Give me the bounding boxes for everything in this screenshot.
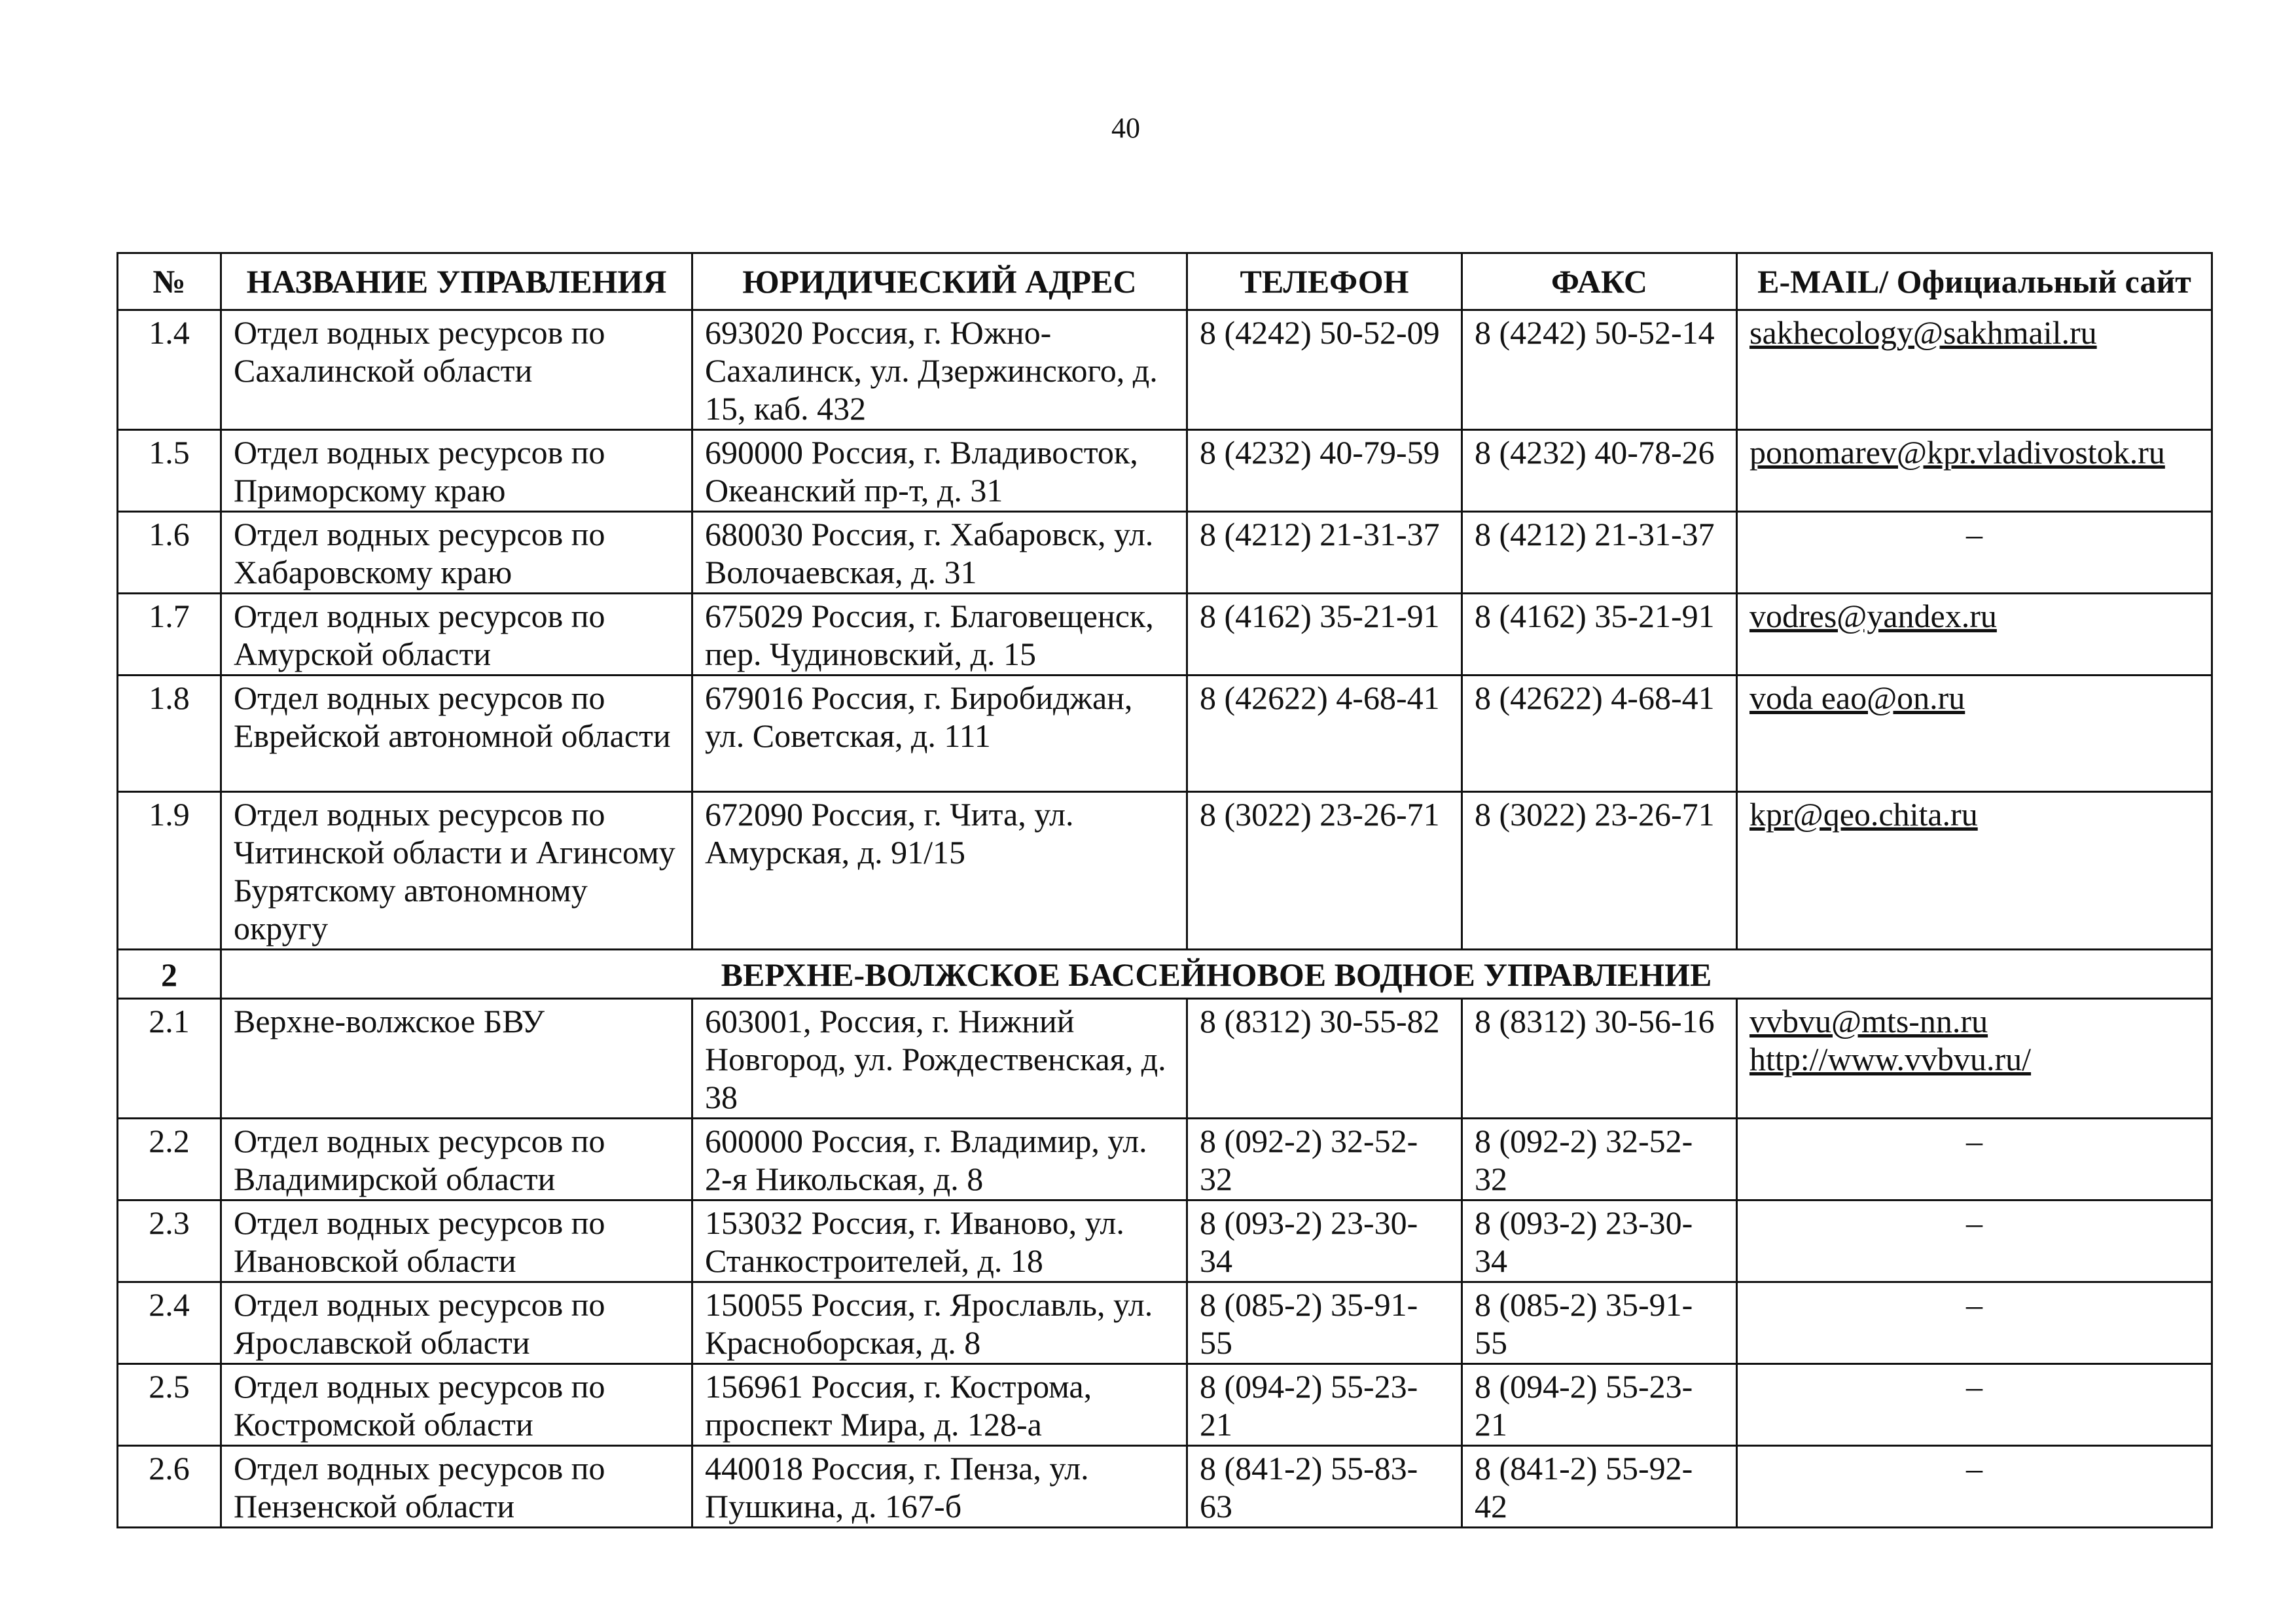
cell-fax: 8 (4232) 40-78-26 — [1462, 430, 1737, 512]
cell-email — [1737, 594, 2212, 676]
cell-email: – — [1737, 512, 2212, 594]
cell-address: 603001, Россия, г. Нижний Новгород, ул. Рождественская, д. 38 — [692, 999, 1187, 1119]
email-link[interactable]: vvbvu@mts-nn.ru — [1749, 1003, 1988, 1039]
website-link[interactable]: http://www.vvbvu.ru/ — [1749, 1041, 2032, 1077]
cell-phone: 8 (4212) 21-31-37 — [1187, 512, 1462, 594]
cell-email: – — [1737, 1119, 2212, 1200]
cell-num: 2.3 — [118, 1200, 221, 1282]
cell-email: – — [1737, 1446, 2212, 1528]
cell-fax: 8 (4162) 35-21-91 — [1462, 594, 1737, 676]
email-link[interactable]: voda eao@on.ru — [1749, 679, 1965, 716]
table-body-section-2 — [118, 999, 2212, 1528]
cell-name: Отдел водных ресурсов по Сахалинской области — [221, 310, 692, 430]
cell-num: 1.4 — [118, 310, 221, 430]
header-email: E-MAIL/ Официальный сайт — [1737, 253, 2212, 310]
email-link[interactable]: sakhecology@sakhmail.ru — [1749, 314, 2097, 351]
page-number: 40 — [1111, 112, 1140, 144]
table-body-section-header — [118, 950, 2212, 999]
cell-num: 1.5 — [118, 430, 221, 512]
cell-name: Отдел водных ресурсов по Приморскому краю — [221, 430, 692, 512]
header-name: НАЗВАНИЕ УПРАВЛЕНИЯ — [221, 253, 692, 310]
table-row — [118, 310, 2212, 430]
cell-address: 153032 Россия, г. Иваново, ул. Станкостроителей, д. 18 — [692, 1200, 1187, 1282]
header-num: № — [118, 253, 221, 310]
cell-email — [1737, 430, 2212, 512]
table-body-section-1 — [118, 310, 2212, 950]
cell-name: Отдел водных ресурсов по Ивановской области — [221, 1200, 692, 1282]
cell-num: 2.1 — [118, 999, 221, 1119]
cell-fax: 8 (8312) 30-56-16 — [1462, 999, 1737, 1119]
table-row — [118, 512, 2212, 594]
table-header-row — [118, 253, 2212, 310]
cell-email — [1737, 792, 2212, 950]
cell-address: 156961 Россия, г. Кострома, проспект Мира, д. 128-а — [692, 1364, 1187, 1446]
cell-email — [1737, 676, 2212, 792]
cell-name: Отдел водных ресурсов по Костромской области — [221, 1364, 692, 1446]
cell-address: 680030 Россия, г. Хабаровск, ул. Волочаевская, д. 31 — [692, 512, 1187, 594]
cell-address: 440018 Россия, г. Пенза, ул. Пушкина, д. 167-б — [692, 1446, 1187, 1528]
cell-phone: 8 (094-2) 55-23-21 — [1187, 1364, 1462, 1446]
cell-phone: 8 (8312) 30-55-82 — [1187, 999, 1462, 1119]
header-address: ЮРИДИЧЕСКИЙ АДРЕС — [692, 253, 1187, 310]
cell-name: Отдел водных ресурсов по Ярославской области — [221, 1282, 692, 1364]
cell-fax: 8 (841-2) 55-92-42 — [1462, 1446, 1737, 1528]
table-row — [118, 792, 2212, 950]
cell-phone: 8 (4242) 50-52-09 — [1187, 310, 1462, 430]
table-row — [118, 1119, 2212, 1200]
cell-fax: 8 (093-2) 23-30-34 — [1462, 1200, 1737, 1282]
cell-address: 600000 Россия, г. Владимир, ул. 2-я Никольская, д. 8 — [692, 1119, 1187, 1200]
table-row — [118, 1282, 2212, 1364]
cell-phone: 8 (3022) 23-26-71 — [1187, 792, 1462, 950]
table-row — [118, 1200, 2212, 1282]
cell-fax: 8 (085-2) 35-91-55 — [1462, 1282, 1737, 1364]
table-row — [118, 1446, 2212, 1528]
cell-fax: 8 (4242) 50-52-14 — [1462, 310, 1737, 430]
section-row — [118, 950, 2212, 999]
cell-fax: 8 (092-2) 32-52-32 — [1462, 1119, 1737, 1200]
cell-phone: 8 (092-2) 32-52-32 — [1187, 1119, 1462, 1200]
cell-phone: 8 (4162) 35-21-91 — [1187, 594, 1462, 676]
email-link[interactable]: vodres@yandex.ru — [1749, 598, 1997, 634]
header-fax: ФАКС — [1462, 253, 1737, 310]
section-num: 2 — [118, 950, 221, 999]
table-row — [118, 430, 2212, 512]
cell-fax: 8 (094-2) 55-23-21 — [1462, 1364, 1737, 1446]
cell-address: 675029 Россия, г. Благовещенск, пер. Чудиновский, д. 15 — [692, 594, 1187, 676]
cell-fax: 8 (42622) 4-68-41 — [1462, 676, 1737, 792]
cell-fax: 8 (4212) 21-31-37 — [1462, 512, 1737, 594]
cell-fax: 8 (3022) 23-26-71 — [1462, 792, 1737, 950]
cell-phone: 8 (841-2) 55-83-63 — [1187, 1446, 1462, 1528]
cell-name: Отдел водных ресурсов по Пензенской области — [221, 1446, 692, 1528]
cell-num: 1.6 — [118, 512, 221, 594]
cell-email — [1737, 999, 2212, 1119]
header-phone: ТЕЛЕФОН — [1187, 253, 1462, 310]
cell-phone: 8 (4232) 40-79-59 — [1187, 430, 1462, 512]
cell-phone: 8 (093-2) 23-30-34 — [1187, 1200, 1462, 1282]
cell-address: 693020 Россия, г. Южно-Сахалинск, ул. Дзержинского, д. 15, каб. 432 — [692, 310, 1187, 430]
cell-name: Отдел водных ресурсов по Хабаровскому краю — [221, 512, 692, 594]
table-row — [118, 676, 2212, 792]
cell-num: 2.2 — [118, 1119, 221, 1200]
table-row — [118, 1364, 2212, 1446]
section-title: ВЕРХНЕ-ВОЛЖСКОЕ БАССЕЙНОВОЕ ВОДНОЕ УПРАВЛЕНИЕ — [221, 950, 2212, 999]
cell-address: 150055 Россия, г. Ярославль, ул. Красноборская, д. 8 — [692, 1282, 1187, 1364]
cell-email: – — [1737, 1200, 2212, 1282]
cell-name: Отдел водных ресурсов по Еврейской автономной области — [221, 676, 692, 792]
cell-num: 2.5 — [118, 1364, 221, 1446]
table-row — [118, 999, 2212, 1119]
cell-num: 1.7 — [118, 594, 221, 676]
cell-phone: 8 (42622) 4-68-41 — [1187, 676, 1462, 792]
cell-email — [1737, 310, 2212, 430]
table-row — [118, 594, 2212, 676]
cell-num: 2.6 — [118, 1446, 221, 1528]
cell-email: – — [1737, 1364, 2212, 1446]
cell-num: 1.8 — [118, 676, 221, 792]
cell-num: 2.4 — [118, 1282, 221, 1364]
cell-name: Верхне-волжское БВУ — [221, 999, 692, 1119]
cell-num: 1.9 — [118, 792, 221, 950]
cell-address: 679016 Россия, г. Биробиджан, ул. Советская, д. 111 — [692, 676, 1187, 792]
email-link[interactable]: kpr@qeo.chita.ru — [1749, 796, 1978, 833]
cell-address: 672090 Россия, г. Чита, ул. Амурская, д. 91/15 — [692, 792, 1187, 950]
cell-email: – — [1737, 1282, 2212, 1364]
cell-name: Отдел водных ресурсов по Амурской области — [221, 594, 692, 676]
email-link[interactable]: ponomarev@kpr.vladivostok.ru — [1749, 434, 2165, 471]
cell-name: Отдел водных ресурсов по Читинской области и Агинсому Бурятскому автономному округу — [221, 792, 692, 950]
cell-address: 690000 Россия, г. Владивосток, Океанский пр-т, д. 31 — [692, 430, 1187, 512]
cell-name: Отдел водных ресурсов по Владимирской области — [221, 1119, 692, 1200]
water-resources-table — [117, 252, 2213, 1528]
cell-phone: 8 (085-2) 35-91-55 — [1187, 1282, 1462, 1364]
